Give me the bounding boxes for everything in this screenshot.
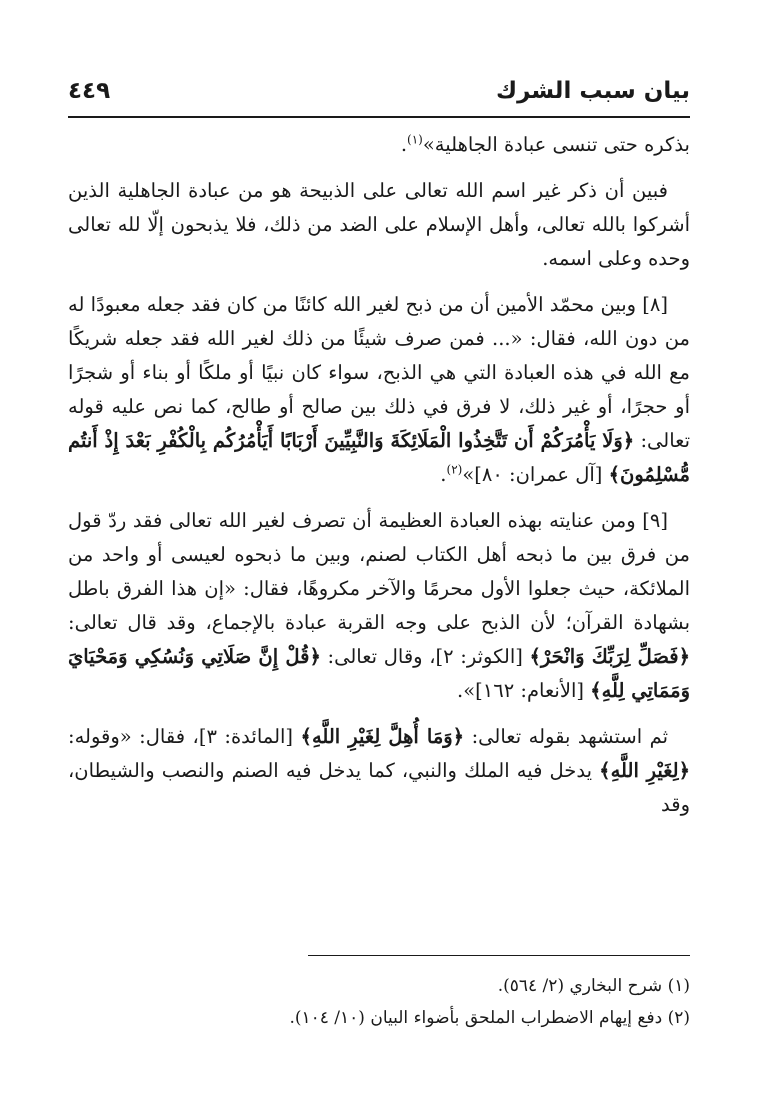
p4-text: [٩] ومن عنايته بهذه العبادة العظيمة أن تصرف لغير الله تعالى فقد ردّ قول من فرق بين ما ذبحه أهل الكتاب لصنم، وبين ما ذبحوه لعيسى أو واحد من الملائكة، حيث جعلوا الأول محرمًا والآخر مكروهًا، فقال: «إن هذا الفرق باطل بشهادة القرآن؛ لأن الذبح على وجه القربة عبادة بالإجماع، وقد قال تعالى: <box>68 509 690 634</box>
quran-verse: ﴿وَلَا يَأْمُرَكُمْ أَن تَتَّخِذُوا الْمَلَائِكَةَ وَالنَّبِيِّينَ أَرْبَابًا أَيَأْمُرُكُم بِالْكُفْرِ بَعْدَ إِذْ أَنتُم مُّسْلِمُونَ﴾ <box>68 429 690 486</box>
footnote-2: (٢) دفع إيهام الاضطراب الملحق بأضواء البيان (١٠/ ١٠٤). <box>289 1008 690 1028</box>
footnotes <box>68 970 690 1034</box>
quran-verse: ﴿قُلْ إِنَّ صَلَاتِي وَنُسُكِي وَمَحْيَايَ وَمَمَاتِي لِلَّهِ﴾ <box>68 645 690 702</box>
paragraph-1 <box>68 128 690 162</box>
verse-citation: [الأنعام: ١٦٢]». <box>457 679 584 702</box>
p3-text: [٨] وبين محمّد الأمين أن من ذبح لغير الله كائنًا من كان فقد جعله معبودًا له من دون الله، فقال: «... فمن صرف شيئًا من ذلك لغير الله فقد جعله شريكًا مع الله في هذه العبادة التي هي الذبح، سواء كان نبيًا أو ملكًا أو بناء أو شجرًا أو حجرًا، أو غير ذلك، لا فرق في ذلك بين صالح أو طالح، كما نص عليه قوله تعالى: <box>68 293 690 452</box>
paragraph-4 <box>68 504 690 708</box>
page-number: ٤٤٩ <box>68 78 111 104</box>
verse-citation: [آل عمران: ٨٠]» <box>462 463 603 486</box>
footnote-ref-1: (١) <box>407 132 423 147</box>
p1-text: بذكره حتى تنسى عبادة الجاهلية» <box>422 133 690 156</box>
p1-end: . <box>400 133 408 156</box>
quran-verse: ﴿فَصَلِّ لِرَبِّكَ وَانْحَرْ﴾ <box>529 645 690 668</box>
footnote-divider <box>308 955 690 956</box>
p5-text: ثم استشهد بقوله تعالى: <box>471 725 668 748</box>
paragraph-5 <box>68 720 690 822</box>
p5-text-end: يدخل فيه الملك والنبي، كما يدخل فيه الصنم والنصب والشيطان، وقد <box>68 759 690 816</box>
main-text <box>68 128 690 834</box>
footnote-ref-2: (٢) <box>446 462 463 477</box>
verse-citation: [الكوثر: ٢]، وقال تعالى: <box>327 645 523 668</box>
verse-citation: [المائدة: ٣]، فقال: «وقوله: <box>68 725 294 748</box>
paragraph-2: فبين أن ذكر غير اسم الله تعالى على الذبيحة هو من عبادة الجاهلية الذين أشركوا بالله تعالى، وأهل الإسلام على الضد من ذلك، فلا يذبحون إلّا لله تعالى وحده وعلى اسمه. <box>68 179 690 270</box>
paragraph-3 <box>68 288 690 492</box>
quran-verse: ﴿وَمَا أُهِلَّ لِغَيْرِ اللَّهِ﴾ <box>300 725 465 748</box>
footnote-1: (١) شرح البخاري (٢/ ٥٦٤). <box>497 976 690 996</box>
running-title: بيان سبب الشرك <box>496 78 690 104</box>
p3-end: . <box>440 463 447 486</box>
quran-verse: ﴿لِغَيْرِ اللَّهِ﴾ <box>599 759 691 782</box>
page-header <box>68 72 690 118</box>
